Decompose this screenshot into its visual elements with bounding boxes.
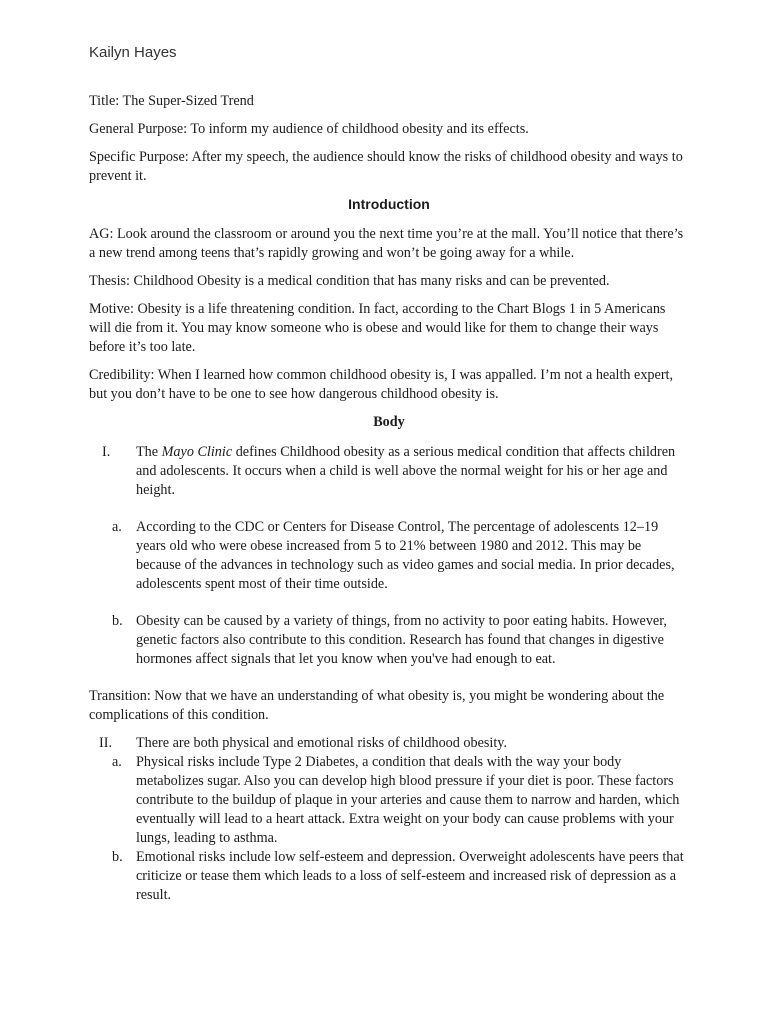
attention-getter: AG: Look around the classroom or around you the next time you’re at the mall. You’ll notice that there’s a new trend among teens that’s rapidly growing and won’t be going away for a while. [89, 226, 684, 261]
specific-purpose: Specific Purpose: After my speech, the audience should know the risks of childhood obesity and ways to prevent it. [89, 149, 683, 184]
roman-marker: I. [102, 444, 111, 460]
subpoint-1a [89, 518, 689, 594]
main-point-1 [89, 443, 689, 500]
point1-text-italic: Mayo Clinic [161, 444, 233, 460]
point2-text: There are both physical and emotional risks of childhood obesity. [136, 735, 508, 751]
letter-marker: a. [112, 519, 122, 535]
subpoint-1b-text: Obesity can be caused by a variety of things, from no activity to poor eating habits. However, genetic factors also contribute to this condition. Research has found that changes in digestive hormones affect signals that let you know when you've had enough to eat. [136, 613, 667, 667]
letter-marker: b. [112, 613, 123, 629]
motive: Motive: Obesity is a life threatening condition. In fact, according to the Chart Blogs 1 in 5 Americans will die from it. You may know someone who is obese and would like for them to change their ways before it’s too late. [89, 301, 666, 355]
subpoint-2b-text: Emotional risks include low self-esteem and depression. Overweight adolescents have peers that criticize or tease them which leads to a loss of self-esteem and increased risk of depression as a result. [136, 849, 684, 903]
credibility: Credibility: When I learned how common childhood obesity is, I was appalled. I’m not a health expert, but you don’t have to be one to see how dangerous childhood obesity is. [89, 367, 674, 402]
body-heading: Body [373, 414, 405, 430]
thesis: Thesis: Childhood Obesity is a medical condition that has many risks and can be prevented. [89, 273, 610, 289]
letter-marker: a. [112, 754, 122, 770]
letter-marker: b. [112, 849, 123, 865]
subpoint-2a-text: Physical risks include Type 2 Diabetes, a condition that deals with the way your body metabolizes sugar. Also you can develop high blood pressure if your diet is poor. These factors contribute to the buildup of plaque in your arteries and cause them to narrow and harden, which eventually will lead to a heart attack. Extra weight on your body can cause problems with your lungs, leading to asthma. [136, 754, 680, 846]
subpoint-1a-text: According to the CDC or Centers for Disease Control, The percentage of adolescents 12–19 years old who were obese increased from 5 to 21% between 1980 and 2012. This may be because of the advances in technology such as video games and social media. In prior decades, adolescents spent most of their time outside. [136, 519, 675, 592]
roman-marker: II. [99, 735, 112, 751]
main-point-2 [89, 734, 689, 753]
point1-text-post: defines Childhood obesity as a serious medical condition that affects children and adolescents. It occurs when a child is well above the normal weight for his or her age and height. [136, 444, 676, 498]
transition: Transition: Now that we have an understanding of what obesity is, you might be wondering about the complications of this condition. [89, 688, 665, 723]
subpoint-2a [89, 753, 689, 848]
subpoint-1b [89, 612, 689, 669]
introduction-heading: Introduction [348, 196, 430, 212]
subpoint-2b [89, 848, 689, 905]
general-purpose: General Purpose: To inform my audience of childhood obesity and its effects. [89, 121, 529, 137]
point1-text-pre: The [136, 444, 162, 460]
speech-title: Title: The Super-Sized Trend [89, 93, 254, 109]
author-name: Kailyn Hayes [89, 44, 177, 61]
document-body [89, 92, 689, 905]
